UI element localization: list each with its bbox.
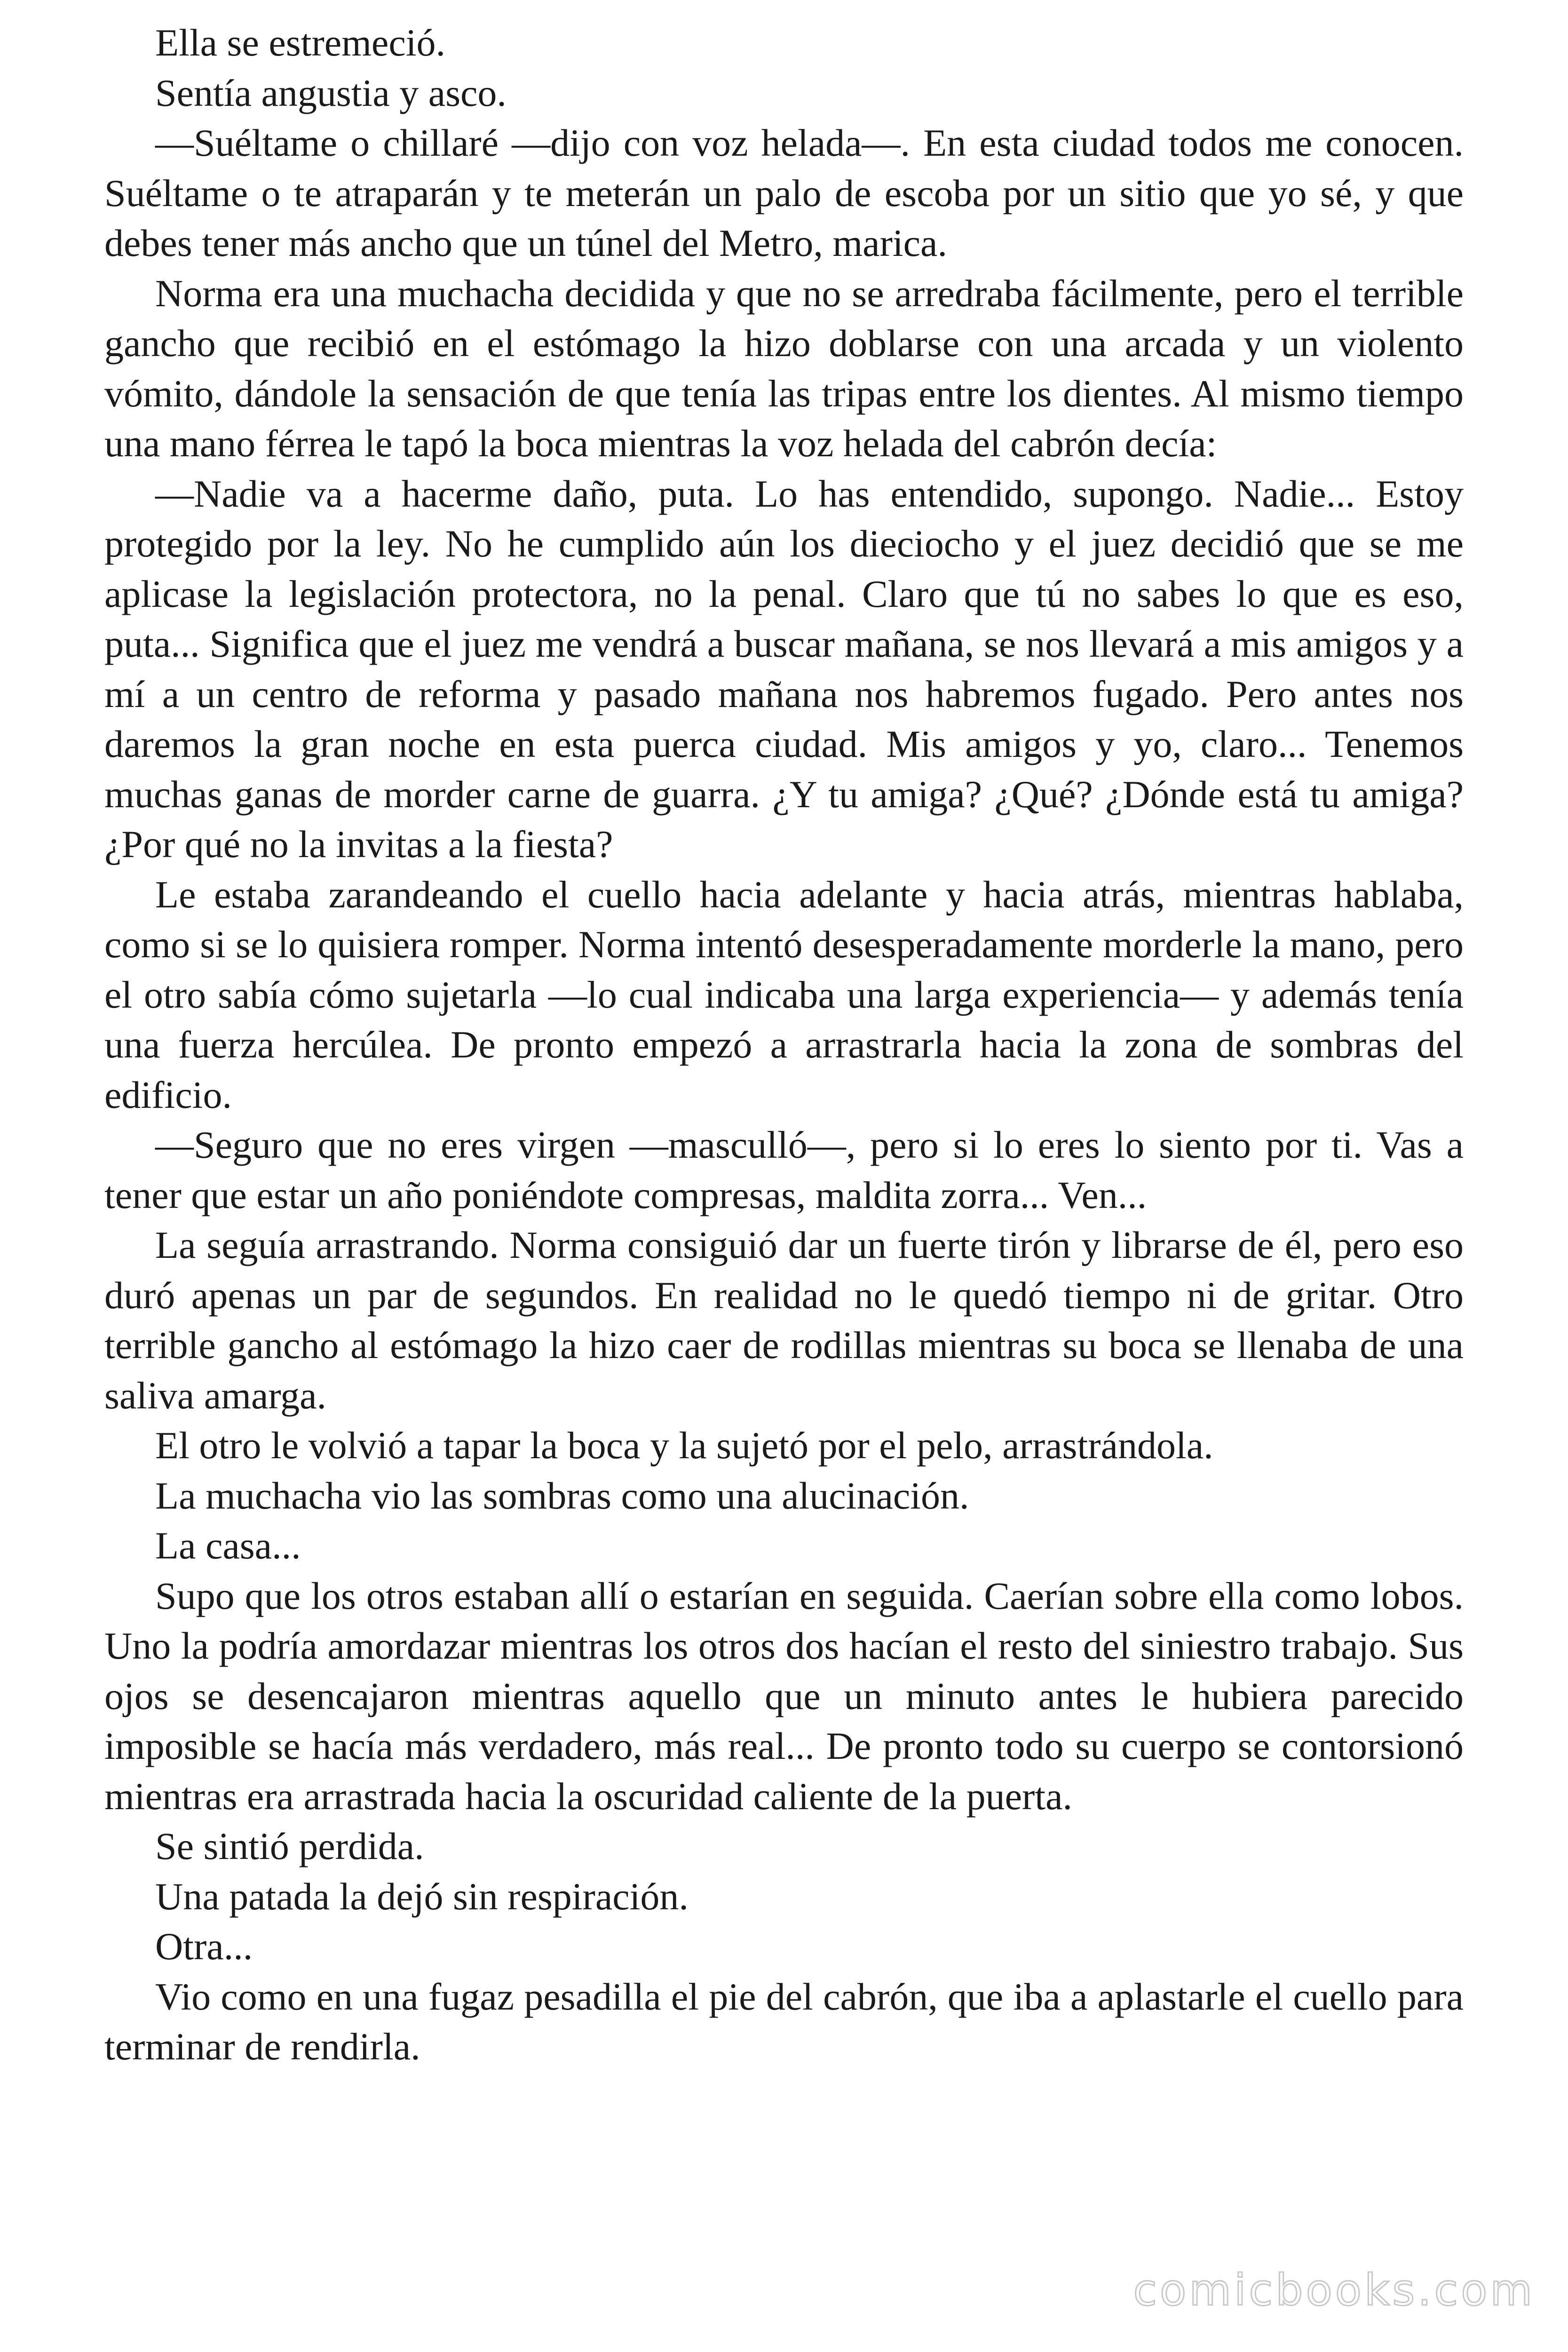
paragraph: Supo que los otros estaban allí o estarían en seguida. Caerían sobre ella como lobos. Uno la podría amordazar mientras los otros dos hacían el resto del siniestro trabajo. Sus ojos se desencajaron mientras aquello que un minuto antes le hubiera parecido imposible se hacía más verdadero, más real... De pronto todo su cuerpo se contorsionó mientras era arrastrada hacia la oscuridad caliente de la puerta. xyxy=(104,1574,1464,1818)
paragraph: Vio como en una fugaz pesadilla el pie del cabrón, que iba a aplastarle el cuello para terminar de rendirla. xyxy=(104,1975,1464,2068)
paragraph: Una patada la dejó sin respiración. xyxy=(155,1875,689,1918)
paragraph: El otro le volvió a tapar la boca y la sujetó por el pelo, arrastrándola. xyxy=(155,1424,1213,1467)
paragraph: Otra... xyxy=(155,1925,253,1968)
paragraph: Se sintió perdida. xyxy=(155,1825,424,1867)
paragraph: Sentía angustia y asco. xyxy=(155,71,507,114)
watermark: comicbooks.com xyxy=(1133,2265,1535,2315)
paragraph: Ella se estremeció. xyxy=(155,21,446,64)
paragraph: —Suéltame o chillaré —dijo con voz helada—. En esta ciudad todos me conocen. Suéltame o te atraparán y te meterán un palo de escoba por un sitio que yo sé, y que debes tener más ancho que un túnel del Metro, marica. xyxy=(104,121,1464,264)
paragraph: La casa... xyxy=(155,1524,301,1567)
paragraph: La muchacha vio las sombras como una alucinación. xyxy=(155,1474,969,1517)
paragraph: —Seguro que no eres virgen —masculló—, pero si lo eres lo siento por ti. Vas a tener que estar un año poniéndote compresas, maldita zorra... Ven... xyxy=(104,1123,1464,1216)
paragraph: La seguía arrastrando. Norma consiguió dar un fuerte tirón y librarse de él, pero eso duró apenas un par de segundos. En realidad no le quedó tiempo ni de gritar. Otro terrible gancho al estómago la hizo caer de rodillas mientras su boca se llenaba de una saliva amarga. xyxy=(104,1224,1464,1417)
paragraph: Le estaba zarandeando el cuello hacia adelante y hacia atrás, mientras hablaba, como si se lo quisiera romper. Norma intentó desesperadamente morderle la mano, pero el otro sabía cómo sujetarla —lo cual indicaba una larga experiencia— y además tenía una fuerza hercúlea. De pronto empezó a arrastrarla hacia la zona de sombras del edificio. xyxy=(104,873,1464,1116)
paragraph: —Nadie va a hacerme daño, puta. Lo has entendido, supongo. Nadie... Estoy protegido por la ley. No he cumplido aún los dieciocho y el juez decidió que se me aplicase la legislación protectora, no la penal. Claro que tú no sabes lo que es eso, puta... Significa que el juez me vendrá a buscar mañana, se nos llevará a mis amigos y a mí a un centro de reforma y pasado mañana nos habremos fugado. Pero antes nos daremos la gran noche en esta puerca ciudad. Mis amigos y yo, claro... Tenemos muchas ganas de morder carne de guarra. ¿Y tu amiga? ¿Qué? ¿Dónde está tu amiga? ¿Por qué no la invitas a la fiesta? xyxy=(104,472,1464,866)
paragraph: Norma era una muchacha decidida y que no se arredraba fácilmente, pero el terrible gancho que recibió en el estómago la hizo doblarse con una arcada y un violento vómito, dándole la sensación de que tenía las tripas entre los dientes. Al mismo tiempo una mano férrea le tapó la boca mientras la voz helada del cabrón decía: xyxy=(104,271,1464,465)
page-body xyxy=(104,18,1464,2072)
